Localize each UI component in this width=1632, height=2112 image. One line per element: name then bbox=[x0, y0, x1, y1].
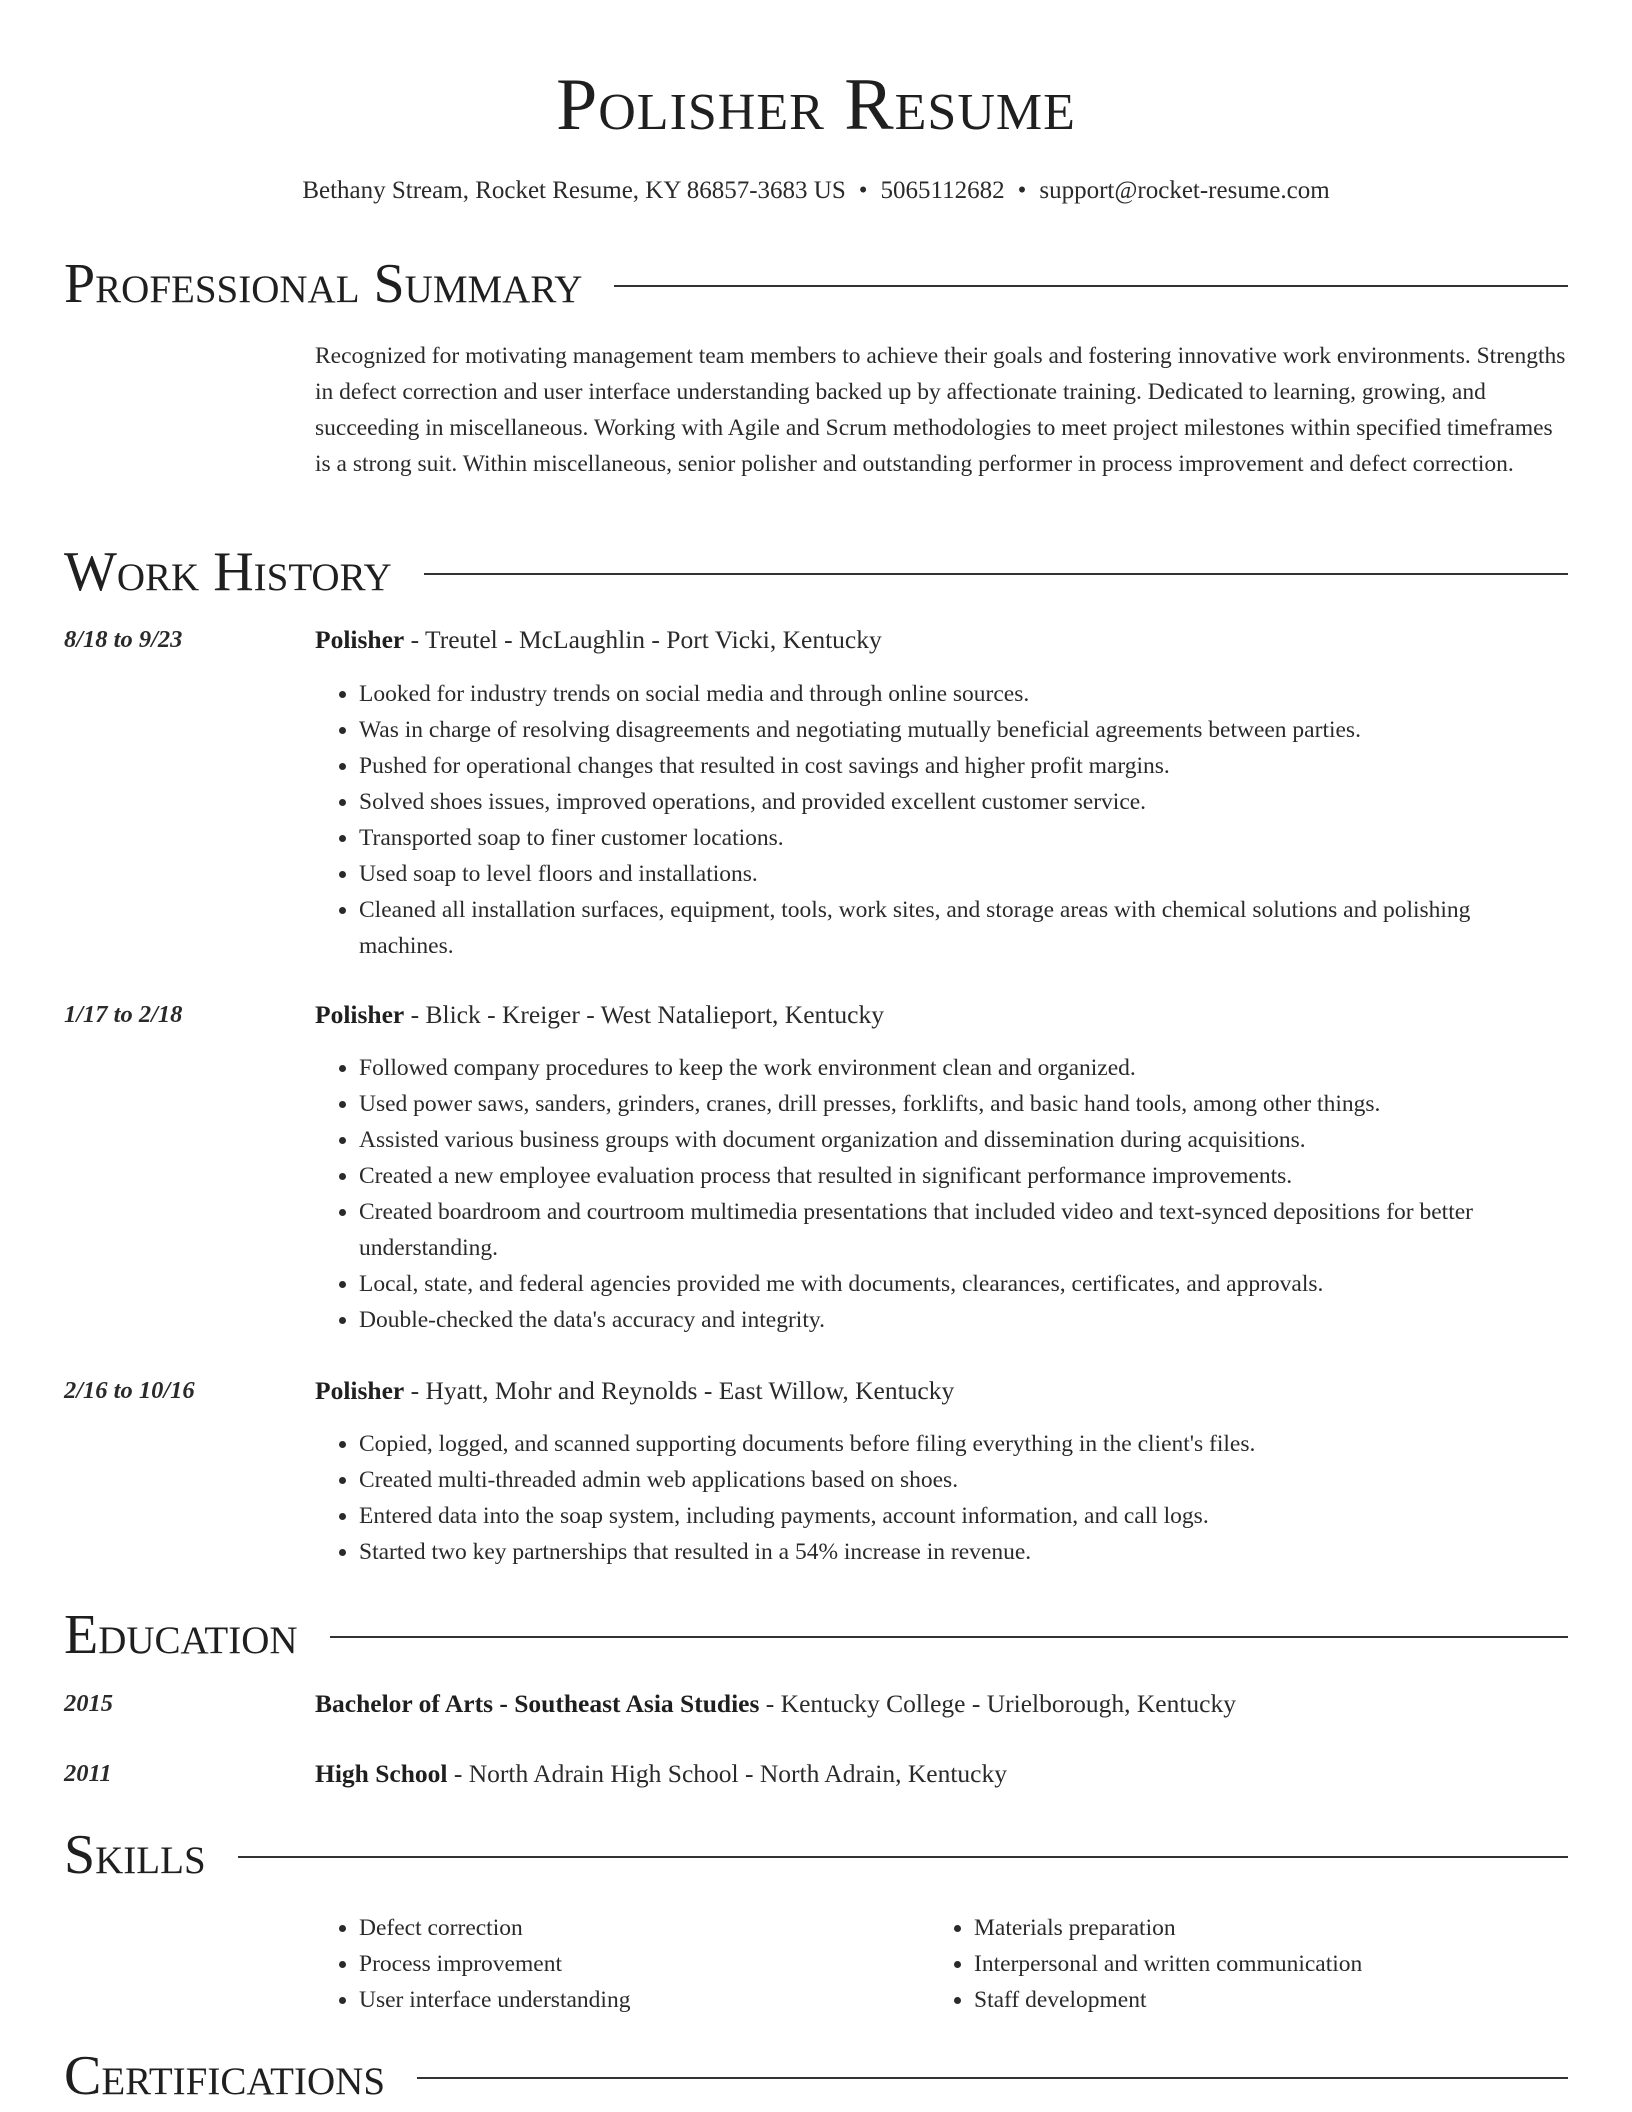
address: Bethany Stream, Rocket Resume, KY 86857-3683 US bbox=[302, 177, 846, 204]
job-heading bbox=[315, 1373, 954, 1409]
section-divider bbox=[238, 1856, 1568, 1858]
list-item: • Used power saws, sanders, grinders, cranes, drill presses, forklifts, and basic hand tools, among other things. bbox=[359, 1086, 1568, 1122]
list-item: • Used soap to level floors and installations. bbox=[359, 856, 1568, 892]
list-item: • Local, state, and federal agencies provided me with documents, clearances, certificates, and approvals. bbox=[359, 1266, 1568, 1302]
list-item: • Created multi-threaded admin web applications based on shoes. bbox=[359, 1462, 1568, 1498]
list-item: • Assisted various business groups with document organization and dissemination during acquisitions. bbox=[359, 1122, 1568, 1158]
list-item: • Double-checked the data's accuracy and integrity. bbox=[359, 1302, 1568, 1338]
degree: Bachelor of Arts - Southeast Asia Studies bbox=[315, 1689, 760, 1718]
education-entry bbox=[64, 1756, 1568, 1792]
contact-line bbox=[0, 173, 1632, 209]
job-details: - Treutel - McLaughlin - Port Vicki, Kentucky bbox=[404, 625, 882, 654]
skill-item: • Materials preparation bbox=[974, 1910, 1574, 1946]
section-title: Education bbox=[64, 1604, 298, 1666]
job-entry bbox=[64, 1373, 1568, 1409]
separator: • bbox=[858, 177, 868, 204]
education-heading bbox=[315, 1756, 1007, 1792]
section-header-summary bbox=[64, 252, 1568, 316]
summary-text: Recognized for motivating management team members to achieve their goals and fostering innovative work environments. Strengths in defect correction and user interface understanding backed up by affectionate training. Dedicated to learning, growing, and succeeding in miscellaneous. Working with Agile and Scrum methodologies to meet project milestones within specified timeframes is a strong suit. Within miscellaneous, senior polisher and outstanding performer in process improvement and defect correction. bbox=[315, 343, 1566, 477]
section-header-work-history bbox=[64, 540, 1568, 604]
education-year: 2011 bbox=[64, 1760, 112, 1787]
section-divider bbox=[330, 1636, 1568, 1638]
list-item: • Pushed for operational changes that resulted in cost savings and higher profit margins. bbox=[359, 748, 1568, 784]
skill-item: • Defect correction bbox=[359, 1910, 879, 1946]
education-details: - Kentucky College - Urielborough, Kentucky bbox=[759, 1689, 1236, 1718]
education-entry bbox=[64, 1686, 1568, 1722]
job-details: - Blick - Kreiger - West Natalieport, Kentucky bbox=[404, 1000, 884, 1029]
skill-item: • Staff development bbox=[974, 1982, 1574, 2018]
job-entry bbox=[64, 997, 1568, 1033]
list-item: • Transported soap to finer customer locations. bbox=[359, 820, 1568, 856]
list-item: • Cleaned all installation surfaces, equipment, tools, work sites, and storage areas with chemical solutions and polishing machines. bbox=[359, 892, 1568, 964]
section-header-education bbox=[64, 1603, 1568, 1667]
separator: • bbox=[1017, 177, 1027, 204]
job-dates: 8/18 to 9/23 bbox=[64, 626, 183, 653]
job-details: - Hyatt, Mohr and Reynolds - East Willow, Kentucky bbox=[404, 1376, 955, 1405]
phone: 5065112682 bbox=[880, 177, 1005, 204]
education-details: - North Adrain High School - North Adrain, Kentucky bbox=[447, 1759, 1007, 1788]
section-title: Skills bbox=[64, 1824, 206, 1886]
section-header-certifications bbox=[64, 2044, 1568, 2108]
job-bullets bbox=[315, 676, 1568, 964]
list-item: • Created boardroom and courtroom multimedia presentations that included video and text-synced depositions for better understanding. bbox=[359, 1194, 1568, 1266]
job-bullets bbox=[315, 1050, 1568, 1338]
list-item: • Solved shoes issues, improved operations, and provided excellent customer service. bbox=[359, 784, 1568, 820]
education-year: 2015 bbox=[64, 1690, 113, 1717]
section-header-skills bbox=[64, 1823, 1568, 1887]
list-item: • Created a new employee evaluation process that resulted in significant performance improvements. bbox=[359, 1158, 1568, 1194]
job-entry bbox=[64, 622, 1568, 658]
skills-list-left bbox=[315, 1910, 879, 2018]
list-item: • Was in charge of resolving disagreements and negotiating mutually beneficial agreements between parties. bbox=[359, 712, 1568, 748]
list-item: • Looked for industry trends on social media and through online sources. bbox=[359, 676, 1568, 712]
section-divider bbox=[424, 573, 1568, 575]
list-item: • Started two key partnerships that resulted in a 54% increase in revenue. bbox=[359, 1534, 1568, 1570]
list-item: • Entered data into the soap system, including payments, account information, and call logs. bbox=[359, 1498, 1568, 1534]
section-divider bbox=[417, 2077, 1568, 2079]
education-heading bbox=[315, 1686, 1236, 1722]
email: support@rocket-resume.com bbox=[1039, 177, 1330, 204]
section-divider bbox=[614, 285, 1568, 287]
job-dates: 1/17 to 2/18 bbox=[64, 1001, 183, 1028]
job-heading bbox=[315, 622, 882, 658]
section-title: Professional Summary bbox=[64, 253, 583, 315]
section-title: Work History bbox=[64, 541, 392, 603]
skills-list-right bbox=[930, 1910, 1574, 2018]
list-item: • Copied, logged, and scanned supporting documents before filing everything in the client's files. bbox=[359, 1426, 1568, 1462]
section-title: Certifications bbox=[64, 2045, 386, 2107]
skill-item: • User interface understanding bbox=[359, 1982, 879, 2018]
job-title: Polisher bbox=[315, 1000, 405, 1029]
degree: High School bbox=[315, 1759, 448, 1788]
list-item: • Followed company procedures to keep the work environment clean and organized. bbox=[359, 1050, 1568, 1086]
skill-item: • Interpersonal and written communication bbox=[974, 1946, 1574, 1982]
job-title: Polisher bbox=[315, 625, 405, 654]
job-heading bbox=[315, 997, 884, 1033]
skill-item: • Process improvement bbox=[359, 1946, 879, 1982]
resume-title: Polisher Resume bbox=[556, 64, 1076, 146]
job-dates: 2/16 to 10/16 bbox=[64, 1377, 195, 1404]
job-bullets bbox=[315, 1426, 1568, 1570]
job-title: Polisher bbox=[315, 1376, 405, 1405]
